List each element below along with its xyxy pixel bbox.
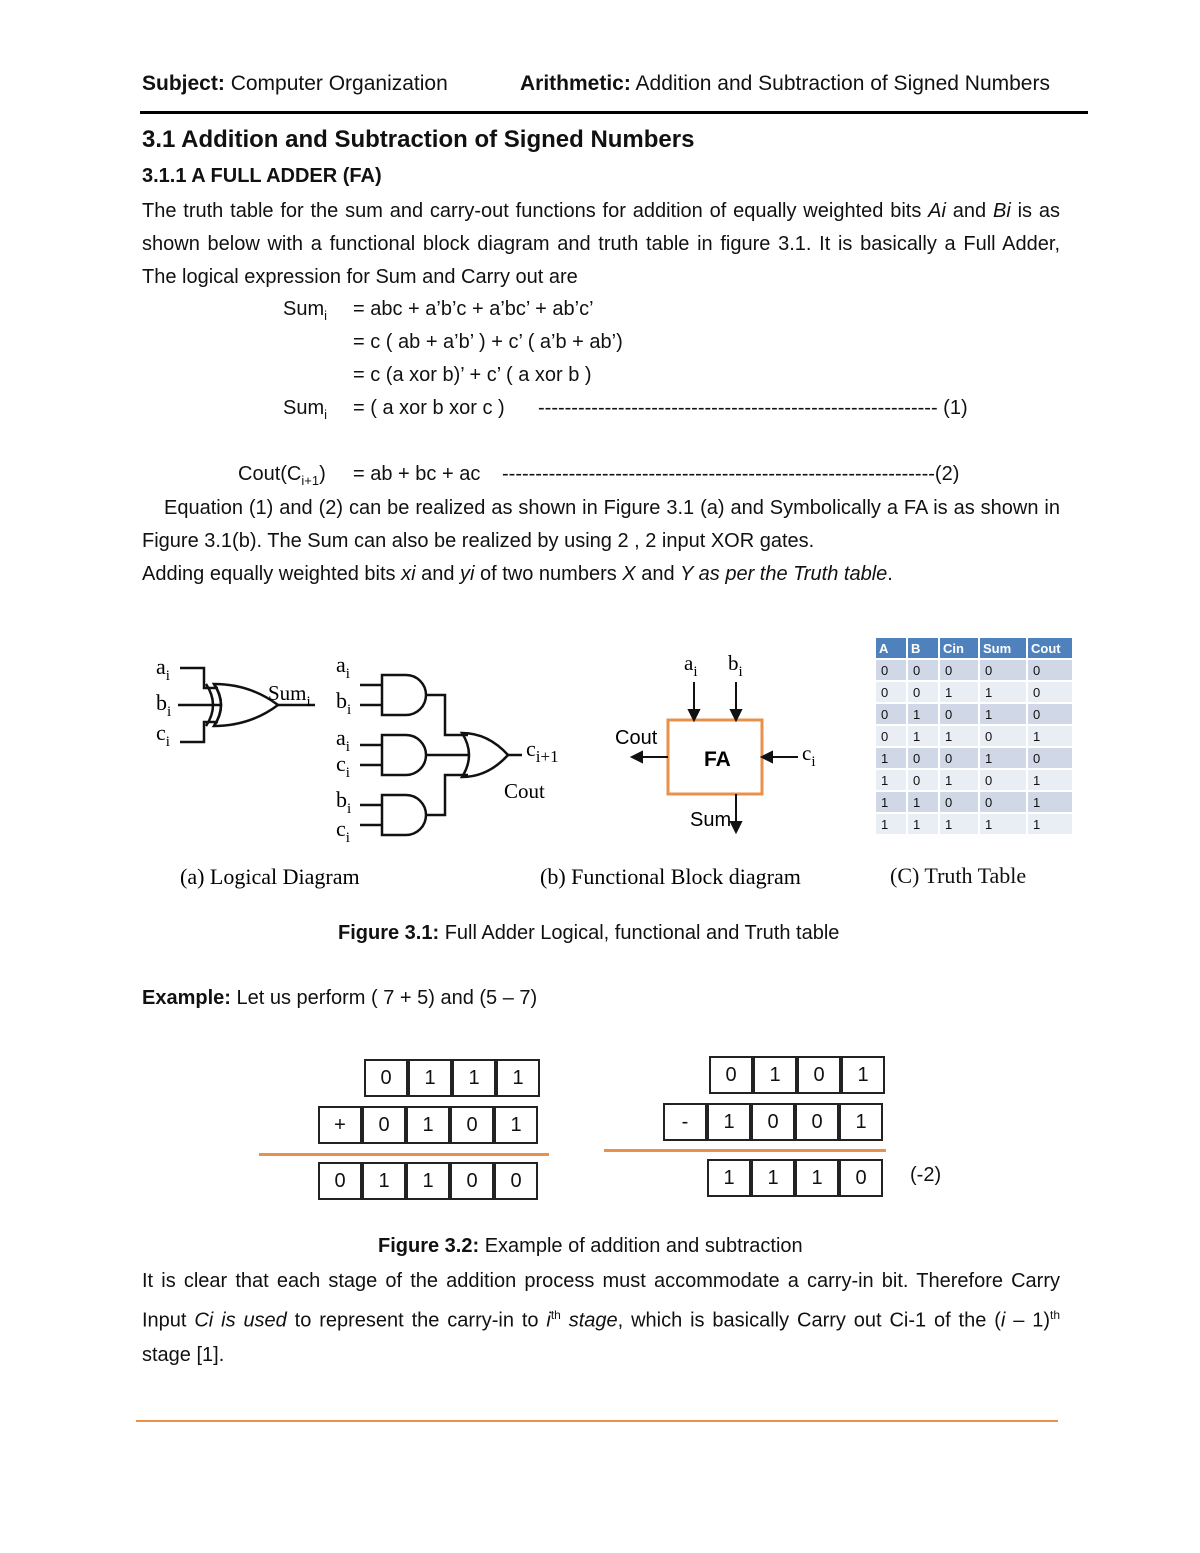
sub-top-bit: 1: [753, 1056, 797, 1094]
caption-logical-diagram: (a) Logical Diagram: [180, 864, 360, 889]
truth-table-cell: 1: [1028, 814, 1072, 834]
and2-input-c: $c_i$: [336, 751, 350, 781]
add-top-bit: 1: [452, 1059, 496, 1097]
subtraction-rule: [604, 1149, 886, 1152]
truth-table-cell: 0: [1028, 660, 1072, 680]
eq-sum-label-1: Sum$_i$: [283, 298, 328, 323]
subsection-title: 3.1.1 A FULL ADDER (FA): [142, 165, 382, 187]
fa-input-a: $a_i$: [684, 651, 698, 680]
eq-cout-tail: -----------------------------------------------------------------(2): [502, 463, 960, 485]
truth-table-header-cell: A: [876, 638, 906, 658]
truth-table-row: [876, 704, 1072, 724]
truth-table-cell: 1: [940, 770, 978, 790]
truth-table-row: [876, 726, 1072, 746]
truth-table: [874, 636, 1074, 836]
figure-3-1-diagrams: [140, 630, 860, 900]
truth-table-cell: 0: [940, 748, 978, 768]
truth-table-header-cell: B: [908, 638, 938, 658]
and1-input-b: $b_i$: [336, 688, 352, 718]
sub-result-bit: 1: [751, 1159, 795, 1197]
eq-line-4: = ( a xor b xor c ): [353, 397, 505, 419]
example-heading: Example: Let us perform ( 7 + 5) and (5 – 7): [142, 987, 538, 1009]
xor-input-a: $a_i$: [156, 654, 170, 684]
truth-table-row: [876, 660, 1072, 680]
sub-second-bit: 1: [839, 1103, 883, 1141]
truth-table-cell: 1: [980, 682, 1026, 702]
sub-top-bit: 1: [841, 1056, 885, 1094]
truth-table-cell: 1: [876, 814, 906, 834]
truth-table-cell: 1: [908, 704, 938, 724]
sub-result-bit: 1: [795, 1159, 839, 1197]
truth-table-cell: 1: [876, 770, 906, 790]
eq-cout-label: $Cout(C_{i+1})$: [238, 463, 326, 488]
fa-block-label: FA: [704, 748, 731, 771]
truth-table-cell: 0: [876, 660, 906, 680]
truth-table-cell: 1: [908, 726, 938, 746]
add-second-bit: 0: [362, 1106, 406, 1144]
addition-rule: [259, 1153, 549, 1156]
truth-table-cell: 0: [876, 682, 906, 702]
intro-text-2: and: [945, 200, 993, 222]
truth-table-row: [876, 682, 1072, 702]
header-rule: [140, 111, 1088, 114]
truth-table-cell: 1: [908, 792, 938, 812]
or-output-c-next: $c_{i+1}$: [526, 736, 559, 766]
truth-table-cell: 0: [876, 726, 906, 746]
eq-line-4-tail: ------------------------------------------------------------ (1): [538, 397, 968, 419]
caption-truth-table: (C) Truth Table: [890, 863, 1027, 888]
header-subject: [142, 72, 448, 96]
figure-3-1-caption: Figure 3.1: Full Adder Logical, functional and Truth table: [338, 922, 840, 944]
figure-3-2-caption: Figure 3.2: Example of addition and subtraction: [378, 1235, 803, 1257]
header-topic: [520, 72, 1050, 96]
footer-rule: [136, 1420, 1058, 1422]
truth-table-cell: 1: [980, 814, 1026, 834]
truth-table-cell: 0: [940, 792, 978, 812]
and3-input-b: $b_i$: [336, 787, 352, 817]
sub-result-bit: 0: [839, 1159, 883, 1197]
caption-functional-block: (b) Functional Block diagram: [540, 864, 801, 889]
add-result-bit: 1: [406, 1162, 450, 1200]
truth-table-cell: 0: [876, 704, 906, 724]
add-top-bit: 1: [496, 1059, 540, 1097]
add-top-bit: 1: [408, 1059, 452, 1097]
sub-top-bit: 0: [797, 1056, 841, 1094]
truth-table-cell: 0: [1028, 704, 1072, 724]
truth-table-cell: 0: [908, 660, 938, 680]
add-second-bit: 1: [406, 1106, 450, 1144]
truth-table-row: [876, 770, 1072, 790]
truth-table-cell: 1: [980, 748, 1026, 768]
para-equation-realization: Equation (1) and (2) can be realized as shown in Figure 3.1 (a) and Symbolically a FA is as shown in Figure 3.1(b). The Sum can also be realized by using 2 , 2 input XOR gates.: [142, 497, 1060, 552]
add-second-bit: 1: [494, 1106, 538, 1144]
intro-paragraph: [142, 195, 1060, 294]
intro-ai: Ai: [928, 200, 946, 222]
add-result-bit: 0: [318, 1162, 362, 1200]
truth-table-header-cell: Cin: [940, 638, 978, 658]
fa-output-cout: Cout: [615, 727, 658, 749]
xor-input-c: $c_i$: [156, 720, 170, 750]
sub-second-bit: 0: [795, 1103, 839, 1141]
truth-table-row: [876, 792, 1072, 812]
truth-table-cell: 0: [940, 704, 978, 724]
add-second-bit: 0: [450, 1106, 494, 1144]
truth-table-cell: 0: [1028, 682, 1072, 702]
sub-result-bit: 1: [707, 1159, 751, 1197]
add-result-bit: 1: [362, 1162, 406, 1200]
section-title: 3.1 Addition and Subtraction of Signed Numbers: [142, 126, 695, 153]
truth-table-cell: 1: [876, 748, 906, 768]
truth-table-cell: 0: [908, 770, 938, 790]
truth-table-cell: 1: [1028, 792, 1072, 812]
truth-table-cell: 0: [980, 792, 1026, 812]
truth-table-header-row: [876, 638, 1072, 658]
xor-gate: [178, 668, 315, 742]
truth-table-cell: 1: [940, 814, 978, 834]
subject-value: Computer Organization: [230, 72, 448, 95]
sub-second-bit: 1: [707, 1103, 751, 1141]
eq-line-1: = abc + a’b’c + a’bc’ + ab’c’: [353, 298, 594, 320]
para-carry-in: It is clear that each stage of the addition process must accommodate a carry-in bit. Therefore Carry Input Ci is used to represent the carry-in to $i^{th}$ stage, which is basically Carry out Ci-1 of the (i – 1)$^{th}$ stage [1].: [142, 1270, 1060, 1366]
operator-box: -: [663, 1103, 707, 1141]
sub-top-bit: 0: [709, 1056, 753, 1094]
truth-table-cell: 1: [980, 704, 1026, 724]
subtraction-note: (-2): [910, 1164, 942, 1186]
truth-table-header-cell: Cout: [1028, 638, 1072, 658]
para-adding-bits: Adding equally weighted bits xi and yi of two numbers X and Y as per the Truth table.: [142, 563, 893, 585]
eq-cout-expr: = ab + bc + ac: [353, 463, 481, 485]
subject-label: Subject:: [142, 72, 225, 95]
eq-sum-label-2: Sum$_i$: [283, 397, 328, 422]
truth-table-cell: 1: [908, 814, 938, 834]
truth-table-row: [876, 814, 1072, 834]
and-gates: [360, 675, 522, 835]
truth-table-cell: 1: [940, 726, 978, 746]
topic-label: Arithmetic:: [520, 72, 631, 95]
truth-table-cell: 0: [940, 660, 978, 680]
truth-table-cell: 1: [1028, 770, 1072, 790]
fa-input-c: $c_i$: [802, 741, 816, 770]
fa-input-b: $b_i$: [728, 651, 743, 680]
eq-line-2: = c ( ab + a’b’ ) + c’ ( a’b + ab’): [353, 331, 623, 353]
truth-table-cell: 1: [1028, 726, 1072, 746]
sub-second-bit: 0: [751, 1103, 795, 1141]
xor-output-sum: Sum$_i$: [268, 681, 311, 710]
truth-table-header-cell: Sum: [980, 638, 1026, 658]
truth-table-cell: 1: [876, 792, 906, 812]
or-output-cout-label: Cout: [504, 779, 545, 803]
truth-table-cell: 0: [908, 748, 938, 768]
truth-table-row: [876, 748, 1072, 768]
add-result-bit: 0: [494, 1162, 538, 1200]
truth-table-cell: 0: [980, 726, 1026, 746]
intro-text-1: The truth table for the sum and carry-out functions for addition of equally weighted bits: [142, 200, 929, 222]
truth-table-cell: 0: [908, 682, 938, 702]
and3-input-c: $c_i$: [336, 816, 350, 846]
truth-table-cell: 0: [1028, 748, 1072, 768]
add-result-bit: 0: [450, 1162, 494, 1200]
intro-bi: Bi: [992, 200, 1011, 222]
intro-text-3: is as shown below with a functional block diagram and truth table in figure 3.1. It is basically a Full Adder, The logical expression for Sum and Carry out are: [142, 200, 1061, 288]
truth-table-cell: 0: [980, 660, 1026, 680]
truth-table-cell: 1: [940, 682, 978, 702]
fa-output-sum: Sum: [690, 809, 732, 831]
xor-input-b: $b_i$: [156, 690, 172, 720]
truth-table-cell: 0: [980, 770, 1026, 790]
and1-input-a: $a_i$: [336, 652, 350, 682]
eq-line-3: = c (a xor b)’ + c’ ( a xor b ): [353, 364, 592, 386]
truth-table-grid: [874, 636, 1074, 836]
topic-value: Addition and Subtraction of Signed Numbers: [635, 72, 1050, 95]
and2-input-a: $a_i$: [336, 725, 350, 755]
add-top-bit: 0: [364, 1059, 408, 1097]
operator-box: +: [318, 1106, 362, 1144]
